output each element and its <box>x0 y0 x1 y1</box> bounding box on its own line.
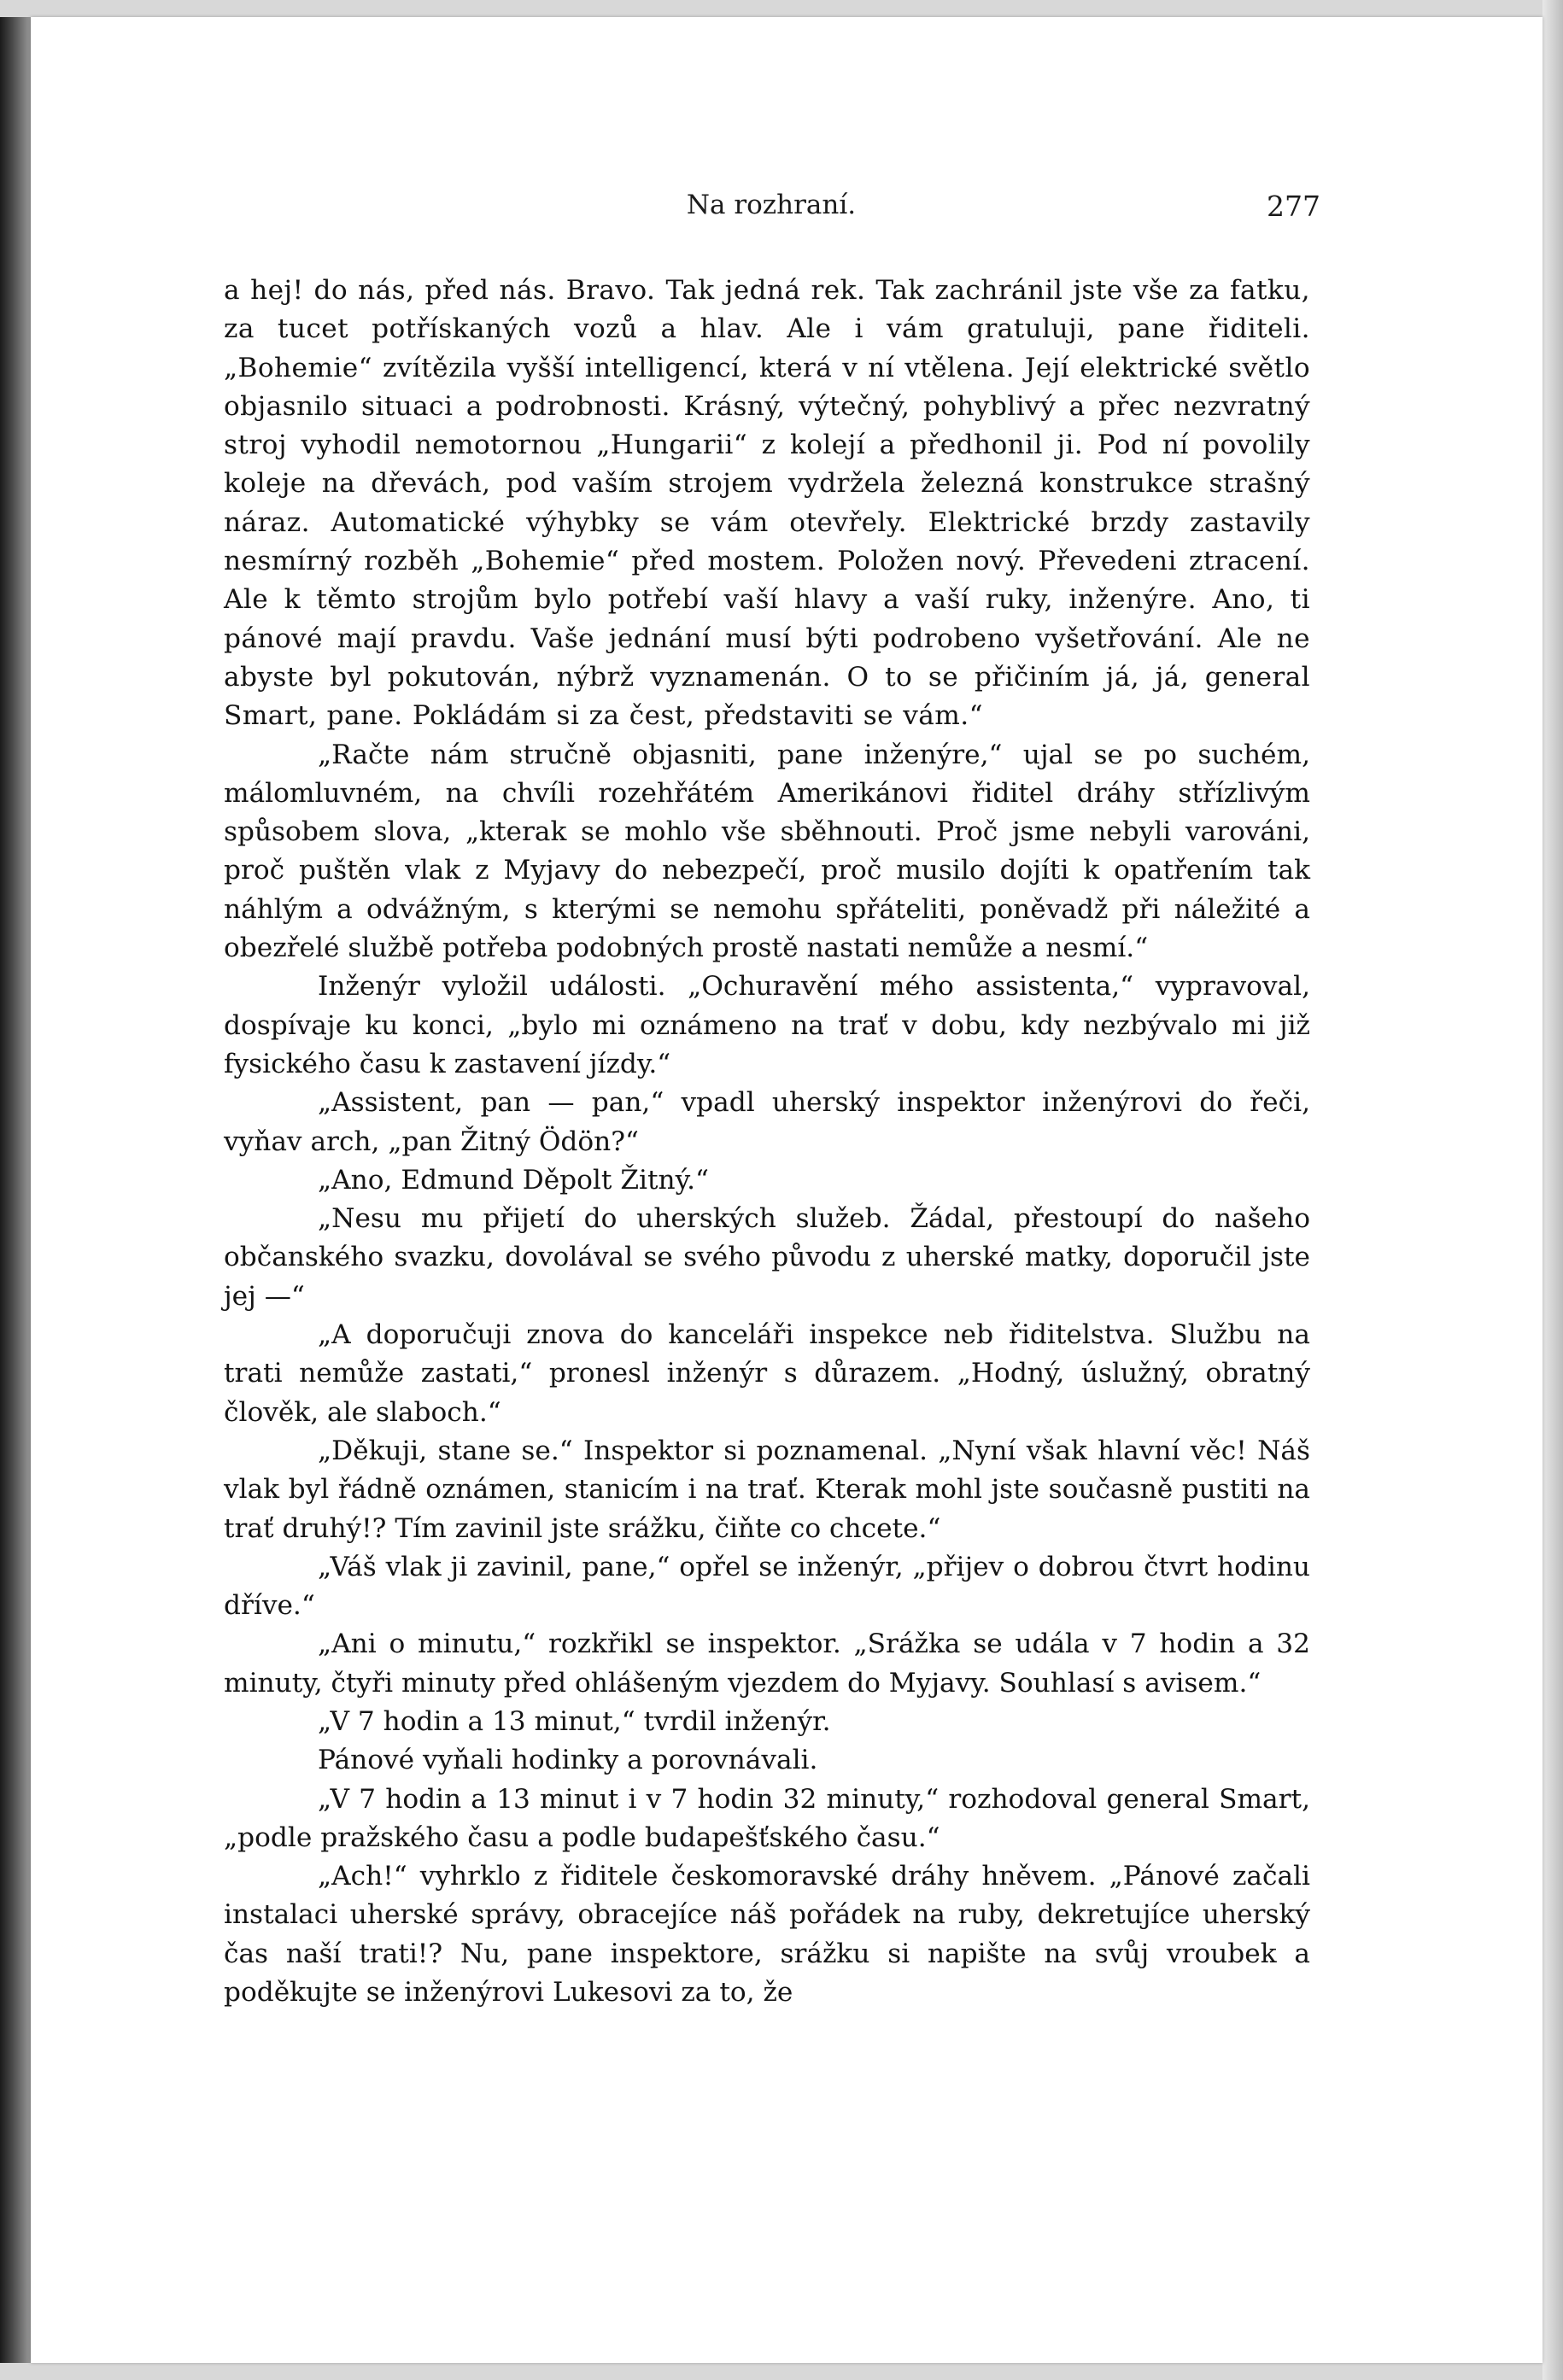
page-edge <box>1543 0 1563 2380</box>
body-text <box>224 272 1310 2012</box>
paragraph: „Račte nám stručně objasniti, pane inženýre,“ ujal se po suchém, málomluvném, na chvíli rozehřátém Amerikánovi řiditel dráhy střízlivým spůsobem slova, „kterak se mohlo vše sběhnouti. Proč jsme nebyli varováni, proč puštěn vlak z Myjavy do nebezpečí, proč musilo dojíti k opatřením tak náhlým a odvážným, s kterými se nemohu spřáteliti, poněvadž při náležité a obezřelé službě potřeba podobných prostě nastati nemůže a nesmí.“ <box>224 739 1310 964</box>
binding-shadow <box>0 17 31 2363</box>
paragraph: „Ach!“ vyhrklo z řiditele českomoravské dráhy hněvem. „Pánové začali instalaci uherské správy, obracejíce náš pořádek na ruby, dekretujíce uherský čas naší trati!? Nu, pane inspektore, srážku si napište na svůj vroubek a poděkujte se inženýrovi Lukesovi za to, že <box>224 1861 1310 2009</box>
paragraph: „A doporučuji znova do kanceláři inspekce neb řiditelstva. Službu na trati nemůže zastati,“ pronesl inženýr s důrazem. „Hodný, úslužný, obratný člověk, ale slaboch.“ <box>224 1319 1310 1428</box>
paragraph: „Nesu mu přijetí do uherských služeb. Žádal, přestoupí do našeho občanského svazku, dovolával se svého původu z uherské matky, doporučil jste jej —“ <box>224 1203 1310 1312</box>
paragraph: „Assistent, pan — pan,“ vpadl uherský inspektor inženýrovi do řeči, vyňav arch, „pan Žitný Ödön?“ <box>224 1087 1310 1157</box>
paragraph: Inženýr vyložil události. „Ochuravění mého assistenta,“ vypravoval, dospívaje ku konci, „bylo mi oznámeno na trať v dobu, kdy nezbývalo mi již fysického času k zastavení jízdy.“ <box>224 971 1310 1079</box>
paragraph: Pánové vyňali hodinky a porovnávali. <box>318 1745 818 1776</box>
running-title: Na rozhraní. <box>686 190 857 220</box>
paragraph: „Ani o minutu,“ rozkřikl se inspektor. „Srážka se udála v 7 hodin a 32 minuty, čtyři minuty před ohlášeným vjezdem do Myjavy. Souhlasí s avisem.“ <box>224 1629 1310 1699</box>
paragraph: „Děkuji, stane se.“ Inspektor si poznamenal. „Nyní však hlavní věc! Náš vlak byl řádně oznámen, stanicím i na trať. Kterak mohl jste současně pustiti na trať druhý!? Tím zavinil jste srážku, čiňte co chcete.“ <box>224 1435 1310 1544</box>
paragraph: „Váš vlak ji zavinil, pane,“ opřel se inženýr, „přijev o dobrou čtvrt hodinu dříve.“ <box>224 1551 1310 1622</box>
running-head <box>222 190 1320 232</box>
paragraph: a hej! do nás, před nás. Bravo. Tak jedná rek. Tak zachránil jste vše za fatku, za tucet potřískaných vozů a hlav. Ale i vám gratuluji, pane řiditeli. „Bohemie“ zvítězila vyšší intelligencí, která v ní vtělena. Její elektrické světlo objasnilo situaci a podrobnosti. Krásný, výtečný, pohyblivý a přec nezvratný stroj vyhodil nemotornou „Hungarii“ z kolejí a předhonil ji. Pod ní povolily koleje na dřevách, pod vaším strojem vydržela železná konstrukce strašný náraz. Automatické výhybky se vám otevřely. Elektrické brzdy zastavily nesmírný rozběh „Bohemie“ před mostem. Položen nový. Převedeni ztracení. Ale k těmto strojům bylo potřebí vaší hlavy a vaší ruky, inženýre. Ano, ti pánové mají pravdu. Vaše jednání musí býti podrobeno vyšetřování. Ale ne abyste byl pokutován, nýbrž vyznamenán. O to se přičiním já, já, general Smart, pane. Pokládám si za čest, představiti se vám.“ <box>224 275 1310 732</box>
paragraph: „V 7 hodin a 13 minut i v 7 hodin 32 minuty,“ rozhodoval general Smart, „podle pražského času a podle budapešťského času.“ <box>224 1783 1310 1853</box>
page-number: 277 <box>1267 190 1320 223</box>
paragraph: „Ano, Edmund Děpolt Žitný.“ <box>318 1164 709 1196</box>
paragraph: „V 7 hodin a 13 minut,“ tvrdil inženýr. <box>318 1705 831 1737</box>
